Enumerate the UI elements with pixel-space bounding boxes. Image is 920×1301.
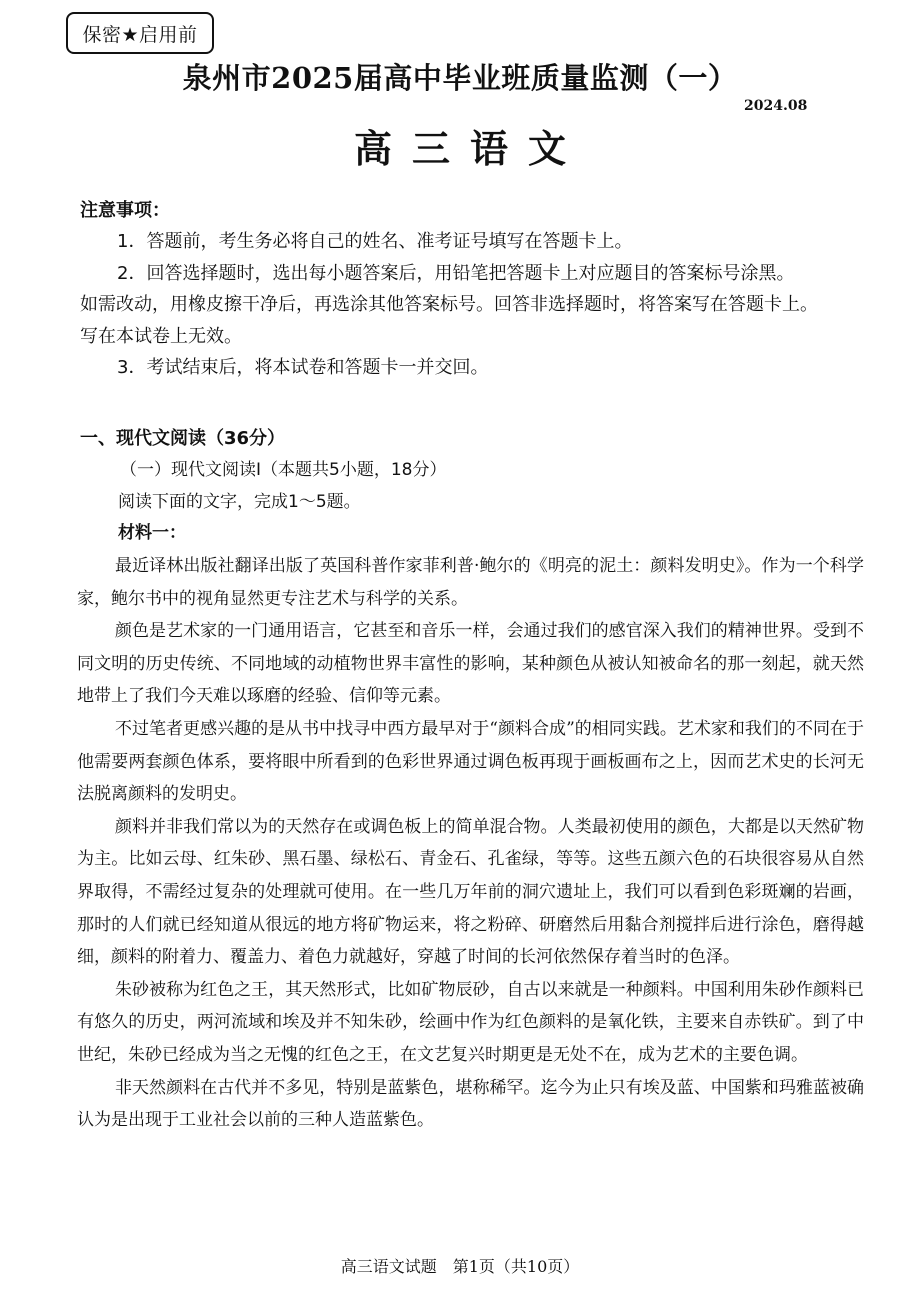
notice-item-3: 3．考试结束后，将本试卷和答题卡一并交回。 [117,357,489,378]
exam-title: 泉州市2025届高中毕业班质量监测（一） [182,61,738,95]
notice-item-2-cont-end: 写在本试卷上无效。 [80,325,242,347]
exam-date: 2024.08 [744,98,808,114]
page-footer: 高三语文试题 第1页（共10页） [340,1257,580,1276]
subject-title: 高三语文 [353,127,586,171]
notice-item-2-cont: 如需改动，用橡皮擦干净后，再选涂其他答案标号。回答非选择题时，将答案写在答题卡上。 [80,294,818,315]
passage-paragraph: 颜色是艺术家的一门通用语言，它甚至和音乐一样，会通过我们的感官深入我们的精神世界。受到不同文明的历史传统、不同地域的动植物世界丰富性的影响，某种颜色从被认知被命名的那一刻起，就天然地带上了我们今天难以琢磨的经验、信仰等元素。 [77,621,864,707]
reading-passage [77,550,864,1137]
passage-paragraph: 朱砂被称为红色之王，其天然形式，比如矿物辰砂，自古以来就是一种颜料。中国利用朱砂作颜料已有悠久的历史，两河流域和埃及并不知朱砂，绘画中作为红色颜料的是氧化铁，主要来自赤铁矿。到了中世纪，朱砂已经成为当之无愧的红色之王，在文艺复兴时期更是无处不在，成为艺术的主要色调。 [77,979,864,1065]
confidential-stamp: 保密★启用前 [66,12,214,54]
reading-instruction: 阅读下面的文字，完成1～5题。 [118,492,361,512]
passage-paragraph: 不过笔者更感兴趣的是从书中找寻中西方最早对于“颜料合成”的相同实践。艺术家和我们的不同在于他需要两套颜色体系，要将眼中所看到的色彩世界通过调色板再现于画板画布之上，因而艺术史的长河无法脱离颜料的发明史。 [77,718,864,805]
subsection-heading: （一）现代文阅读Ⅰ（本题共5小题，18分） [120,460,447,480]
passage-paragraph: 颜料并非我们常以为的天然存在或调色板上的简单混合物。人类最初使用的颜色，大都是以天然矿物为主。比如云母、红朱砂、黑石墨、绿松石、青金石、孔雀绿，等等。这些五颜六色的石块很容易从自然界取得，不需经过复杂的处理就可使用。在一些几万年前的洞穴遗址上，我们可以看到色彩斑斓的岩画，那时的人们就已经知道从很远的地方将矿物运来，将之粉碎、研磨然后用黏合剂搅拌后进行涂色，磨得越细，颜料的附着力、覆盖力、着色力就越好，穿越了时间的长河依然保存着当时的色泽。 [77,816,864,968]
passage-paragraph: 非天然颜料在古代并不多见，特别是蓝紫色，堪称稀罕。迄今为止只有埃及蓝、中国紫和玛雅蓝被确认为是出现于工业社会以前的三种人造蓝紫色。 [77,1077,864,1131]
material-label: 材料一： [118,523,186,543]
notice-title: 注意事项： [80,200,170,221]
notice-block [80,196,870,384]
section-heading: 一、现代文阅读（36分） [80,428,286,449]
passage-paragraph: 最近译林出版社翻译出版了英国科普作家菲利普·鲍尔的《明亮的泥土：颜料发明史》。作为一个科学家，鲍尔书中的视角显然更专注艺术与科学的关系。 [77,556,864,609]
notice-item-1: 1．答题前，考生务必将自己的姓名、准考证号填写在答题卡上。 [117,231,633,252]
notice-item-2: 2．回答选择题时，选出每小题答案后，用铅笔把答题卡上对应题目的答案标号涂黑。 [117,262,795,284]
